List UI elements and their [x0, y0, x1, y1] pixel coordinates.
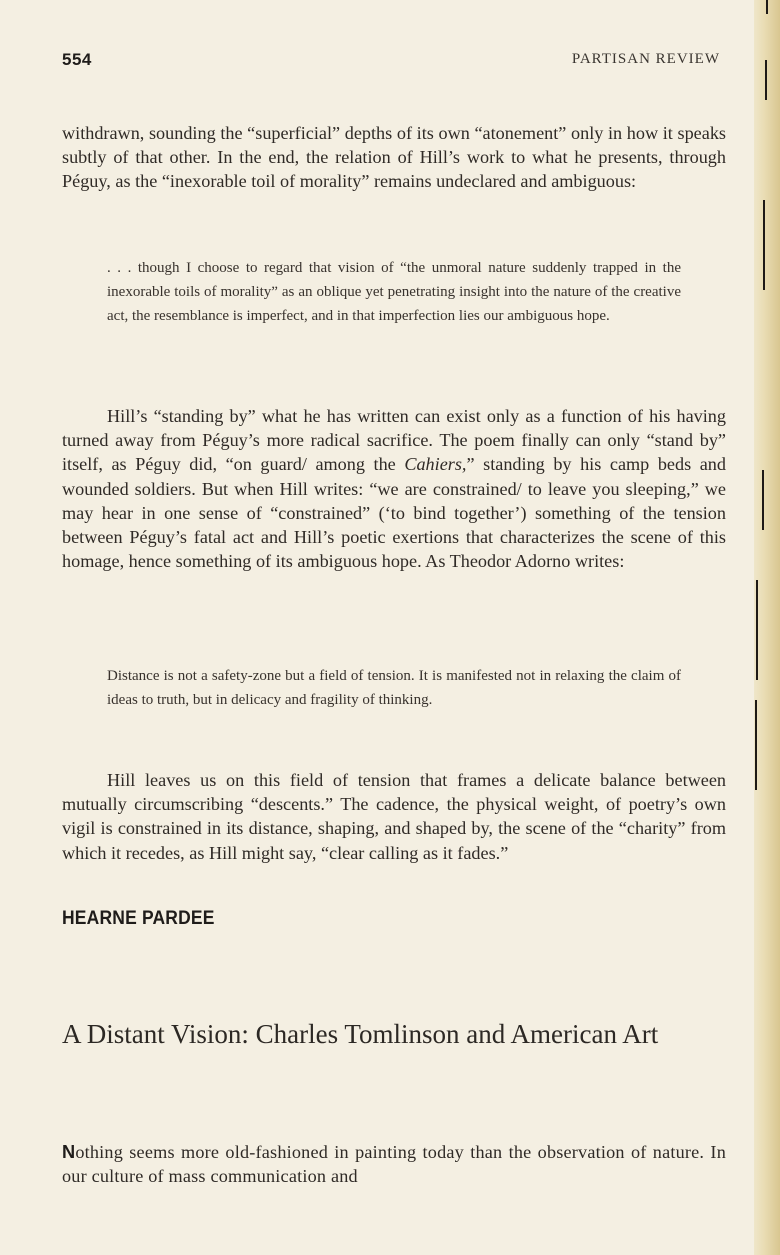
- article-title: A Distant Vision: Charles Tomlinson and American Art: [62, 1019, 659, 1049]
- body-paragraph-1: withdrawn, sounding the “superficial” depths of its own “atonement” only in how it speaks subtly of that other. In the end, the relation of Hill’s work to what he presents, through Péguy, as the “inexorable toil of morality” remains undeclared and ambiguous:: [62, 123, 726, 192]
- drop-cap: N: [62, 1142, 76, 1162]
- block-quote-2: Distance is not a safety-zone but a field of tension. It is manifested not in relaxing the claim of ideas to truth, but in delicacy and fragility of thinking.: [107, 668, 681, 708]
- paragraph-2-part-1: Hill’s “standing by” what he has written can exist only as a function of his having turned away from Péguy’s more radical sacrifice. The poem finally can only “stand by” itself, as Péguy did, “on guard/ among the: [62, 406, 726, 475]
- block-quote-1: . . . though I choose to regard that vision of “the unmoral nature suddenly trapped in the inexorable toils of morality” as an oblique yet penetrating insight into the nature of the creative act, the resemblance is imperfect, and in that imperfection lies our ambiguous hope.: [107, 260, 681, 324]
- edge-mark: [765, 60, 767, 100]
- italic-title: Cahiers,: [404, 454, 467, 475]
- edge-mark: [755, 700, 757, 790]
- article-opening-text: othing seems more old-fashioned in painting today than the observation of nature. In our culture of mass communication and: [62, 1142, 726, 1187]
- edge-mark: [766, 0, 768, 14]
- running-head: PARTISAN REVIEW: [571, 51, 720, 67]
- article-opening-paragraph: [62, 1140, 726, 1188]
- edge-mark: [762, 470, 764, 530]
- page-header: [62, 50, 720, 74]
- paragraph-2-part-2: ” standing by his camp beds and wounded soldiers. But when Hill writes: “we are constrained/ to leave you sleeping,” we may hear in one sense of “constrained” (‘to bind together’) something of the tension between Péguy’s fatal act and Hill’s poetic exertions that characterizes the scene of this homage, hence something of its ambiguous hope. As Theodor Adorno writes:: [62, 454, 726, 572]
- page-number: 554: [62, 50, 92, 69]
- body-paragraph-2: [62, 404, 726, 573]
- page-edge: [754, 0, 780, 1255]
- body-paragraph-3: Hill leaves us on this field of tension that frames a delicate balance between mutually circumscribing “descents.” The cadence, the physical weight, of poetry’s own vigil is constrained in its distance, shaping, and shaped by, the scene of the “charity” from which it recedes, as Hill might say, “clear calling as it fades.”: [62, 770, 726, 863]
- edge-mark: [763, 200, 765, 290]
- author-byline: HEARNE PARDEE: [62, 908, 215, 929]
- edge-mark: [756, 580, 758, 680]
